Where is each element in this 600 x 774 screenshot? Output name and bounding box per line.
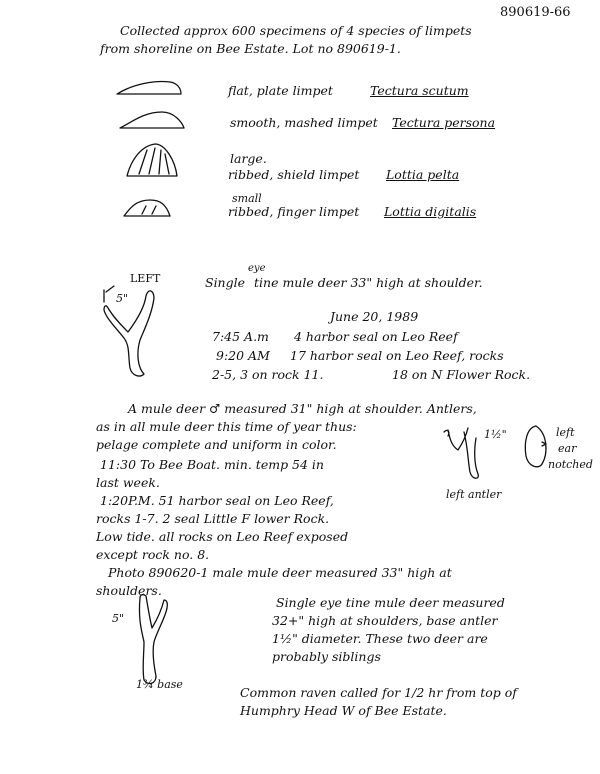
- log-entry-3b: 18 on N Flower Rock.: [392, 367, 531, 382]
- note-line-9: except rock no. 8.: [96, 547, 210, 562]
- deer-2-measure: 5": [112, 612, 125, 625]
- deer-1-caret-insert: eye: [248, 263, 266, 274]
- log-date: June 20, 1989: [330, 309, 419, 324]
- deer-2-line-3: 1½" diameter. These two deer are: [272, 631, 488, 646]
- log-entry-1: 4 harbor seal on Leo Reef: [294, 329, 458, 344]
- note-line-4: 11:30 To Bee Boat. min. temp 54 in: [100, 457, 324, 472]
- antler-sketch-2: [124, 592, 184, 692]
- left-ear-label-3: notched: [548, 458, 593, 471]
- raven-line-2: Humphry Head W of Bee Estate.: [240, 703, 447, 718]
- limpet-row-3-size: large.: [230, 151, 267, 166]
- note-line-7: rocks 1-7. 2 seal Little F lower Rock.: [96, 511, 330, 526]
- note-line-1: A mule deer ♂ measured 31" high at shoulder. Antlers,: [128, 401, 477, 416]
- log-entry-2: 17 harbor seal on Leo Reef, rocks: [290, 348, 504, 363]
- deer-1-left-label: LEFT: [130, 272, 161, 285]
- antler-measure: 1½": [484, 428, 507, 441]
- note-line-6: 1:20P.M. 51 harbor seal on Leo Reef,: [100, 493, 334, 508]
- note-line-11: shoulders.: [96, 583, 162, 598]
- note-line-10: Photo 890620-1 male mule deer measured 33" high at: [108, 565, 452, 580]
- shield-limpet-sketch: [125, 140, 185, 180]
- deer-2-line-2: 32+" high at shoulders, base antler: [272, 613, 498, 628]
- left-ear-label-2: ear: [558, 442, 577, 455]
- deer-1-measure: 5": [116, 292, 129, 305]
- note-line-3: pelage complete and uniform in color.: [96, 437, 337, 452]
- limpet-row-3-desc: ribbed, shield limpet: [228, 167, 360, 182]
- deer-2-base-label: 1¾ base: [136, 678, 183, 691]
- note-line-2: as in all mule deer this time of year thus:: [96, 419, 357, 434]
- limpet-row-3-species: Lottia pelta: [386, 167, 460, 182]
- deer-1-line-a: Single: [205, 275, 246, 290]
- limpet-row-4-species: Lottia digitalis: [384, 204, 477, 219]
- smooth-limpet-sketch: [118, 108, 188, 136]
- note-line-8: Low tide. all rocks on Leo Reef exposed: [96, 529, 349, 544]
- log-time-2: 9:20 AM: [216, 348, 270, 363]
- deer-1-line-b: tine mule deer 33" high at shoulder.: [254, 275, 483, 290]
- limpet-row-4-desc: ribbed, finger limpet: [228, 204, 360, 219]
- antler-sketch-1: [100, 280, 180, 380]
- left-ear-label-1: left: [556, 426, 575, 439]
- limpet-row-4-size: small: [232, 192, 262, 205]
- raven-line-1: Common raven called for 1/2 hr from top of: [240, 685, 517, 700]
- log-entry-3a: 2-5, 3 on rock 11.: [212, 367, 324, 382]
- limpet-intro-line-1: Collected approx 600 specimens of 4 species of limpets: [120, 23, 472, 38]
- left-antler-label: left antler: [446, 488, 502, 501]
- flat-limpet-sketch: [115, 76, 185, 102]
- limpet-row-2-species: Tectura persona: [392, 115, 496, 130]
- limpet-row-1-species: Tectura scutum: [370, 83, 469, 98]
- log-time-1: 7:45 A.m: [212, 329, 269, 344]
- page-id: 890619-66: [500, 5, 571, 20]
- limpet-intro-line-2: from shoreline on Bee Estate. Lot no 890619-1.: [100, 41, 401, 56]
- limpet-row-2-desc: smooth, mashed limpet: [230, 115, 378, 130]
- note-line-5: last week.: [96, 475, 160, 490]
- finger-limpet-sketch: [122, 196, 182, 222]
- deer-2-line-4: probably siblings: [272, 649, 381, 664]
- deer-2-line-1: Single eye tine mule deer measured: [276, 595, 505, 610]
- limpet-row-1-desc: flat, plate limpet: [228, 83, 333, 98]
